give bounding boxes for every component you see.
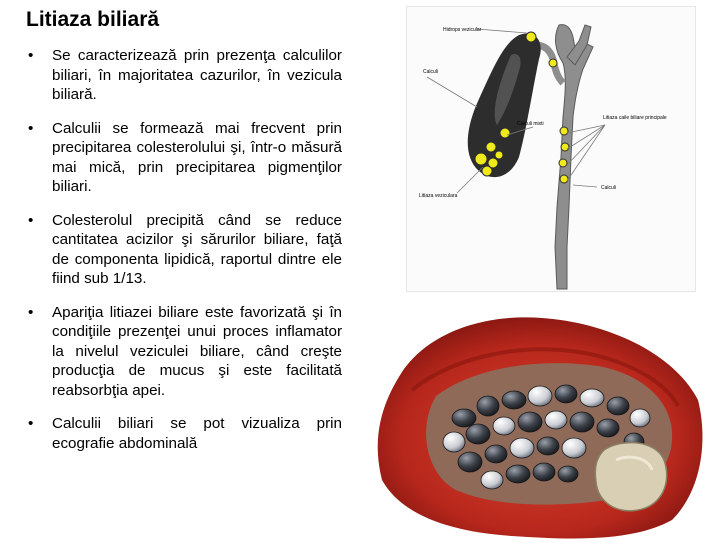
slide-title: Litiaza biliară — [26, 8, 160, 31]
bullet-text: Calculii se formează mai frecvent prin precipitarea colesterolului şi, într-o măsură mai mică, prin precipitarea pigmenţilor biliari. — [52, 119, 342, 195]
gallbladder-photo — [372, 310, 709, 540]
bullet-item — [28, 211, 342, 289]
bullet-text: Se caracterizează prin prezenţa calculilor biliari, în majoritatea cazurilor, în vezicula biliară. — [52, 47, 342, 103]
bullet-list — [28, 46, 342, 467]
bullet-marker: • — [28, 211, 34, 229]
label-hidrops: Hidrops vezicular — [443, 27, 482, 33]
label-calculi-duct: Calculi — [601, 185, 617, 191]
label-calculi-mixti: Calculi mixti — [517, 121, 544, 127]
bullet-item — [28, 119, 342, 197]
bullet-marker: • — [28, 415, 34, 432]
bullet-text: Colesterolul precipită când se reduce cantitatea acizilor şi sărurilor biliare, faţă de componenta lipidică, raportul dintre ele fiind sub 1/13. — [52, 211, 342, 287]
label-litiaza-principala: Litiaza caile biliare principale — [603, 115, 667, 121]
bullet-marker: • — [28, 119, 34, 137]
gallbladder-diagram — [406, 6, 696, 292]
gallbladder-diagram-svg — [407, 7, 695, 291]
bullet-item — [28, 303, 342, 401]
bullet-item — [28, 414, 342, 453]
bullet-marker: • — [28, 47, 34, 64]
bullet-text: Apariţia litiazei biliare este favorizată şi în condiţiile prezenţei unui proces inflamator la nivelul veziculei biliare, când creşte producţia de mucus şi este facilitată reabsorbţia apei. — [52, 303, 342, 399]
gallbladder-photo-svg — [372, 310, 709, 540]
large-gallstone — [595, 443, 666, 511]
bullet-item — [28, 46, 342, 105]
label-litiaza-veziculara: Litiaza veziculara — [419, 193, 458, 199]
bullet-text: Calculii biliari se pot vizualiza prin ecografie abdominală — [52, 415, 342, 452]
label-calculi: Calculi — [423, 69, 439, 75]
bullet-marker: • — [28, 303, 34, 321]
